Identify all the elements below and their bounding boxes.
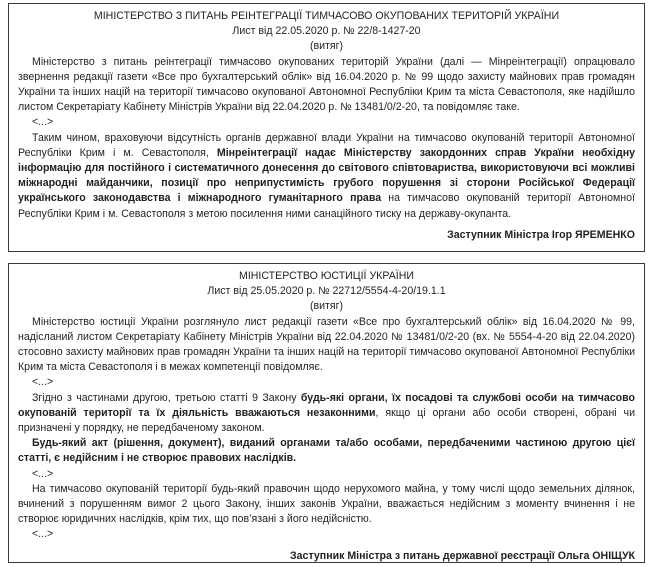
letter-justice-ministry <box>8 263 645 563</box>
ellipsis: <...> <box>32 467 54 480</box>
ellipsis: <...> <box>32 116 54 129</box>
paragraph: Міністерство з питань реінтеграції тимчасово окупованих територій України (далі — Мінреінтеграції) опрацювало звернення редакції газети «Все про бухгалтерський облік» від 16.04.2020 р. № 99 щодо захисту майнових прав громадян України та інших націй на території тимчасово окупованої Автономної Республіки Крим та міста Севастополя, яке надійшло листом Секретаріату Кабінету Міністрів України від 22.04.2020 р. № 13481/0/2-20, та повідомляє таке. <box>18 55 635 114</box>
paragraph <box>18 391 635 437</box>
paragraph: На тимчасово окупованій території будь-який правочин щодо нерухомого майна, у тому числі щодо земельних ділянок, вчинений з порушенням вимог 2 цього Закону, інших законів України, вважається недійсним з моменту вчинення і не створює юридичних наслідків, крім тих, що пов’язані з його недійсністю. <box>18 482 635 526</box>
letter-reintegration-ministry <box>8 3 645 252</box>
letter-reference: Лист від 22.05.2020 р. № 22/8-1427-20 <box>232 25 421 38</box>
excerpt-label: (витяг) <box>309 300 344 313</box>
paragraph-text: , якщо ці органи або особи створені, обрані чи призначені у порядку, не передбаченому законом. <box>18 406 635 435</box>
paragraph-bold-text: Мінреінтеграції надає Міністерству закордонних справ України необхідну інформацію для постійного і систематичного донесення до світового співтовариства, використовуючи всі можливі міжнародні майданчики, позиції про неприпустимість грубого порушення зі сторони Російської Федерації українського законодавства і міжнародного гуманітарного права <box>18 146 635 205</box>
paragraph-bold: Будь-який акт (рішення, документ), виданий органами та/або особами, передбаченими частиною другою цієї статті, є недійсним і не створює правових наслідків. <box>18 437 635 465</box>
paragraph <box>18 131 635 222</box>
paragraph: Міністерство юстиції України розглянуло лист редакції газети «Все про бухгалтерський облік» від 16.04.2020 № 99, надісланий листом Секретаріату Кабінету Міністрів України від 22.04.2020 № 13481/0/2-20 (вх. № 5554-4-20 від 22.04.2020) стосовно захисту майнових прав громадян України та інших націй на території тимчасово окупованої Автономної Республіки Крим та міста Севастополя і в межах компетенції повідомляє. <box>18 315 635 374</box>
excerpt-label: (витяг) <box>309 40 344 53</box>
signature: Заступник Міністра з питань державної реєстрації Ольга ОНІЩУК <box>290 549 635 562</box>
letter-reference: Лист від 25.05.2020 р. № 22712/5554-4-20/19.1.1 <box>207 285 446 298</box>
paragraph-bold-text: будь-які органи, їх посадові та службові особи на тимчасово окупованій території та їх діяльність вважаються незаконними <box>18 391 635 419</box>
ministry-heading: МІНІСТЕРСТВО ЮСТИЦІЇ УКРАЇНИ <box>239 270 414 282</box>
signature: Заступник Міністра Ігор ЯРЕМЕНКО <box>447 228 635 241</box>
paragraph-text: на тимчасово окупованій території Автономної Республіки Крим і м. Севастополя з метою посилення ними санаційного тиску на державу-окупанта. <box>18 192 635 220</box>
ellipsis: <...> <box>32 528 54 541</box>
ministry-heading: МІНІСТЕРСТВО З ПИТАНЬ РЕІНТЕГРАЦІЇ ТИМЧАСОВО ОКУПОВАНИХ ТЕРИТОРІЙ УКРАЇНИ <box>93 10 560 22</box>
ellipsis: <...> <box>32 376 54 389</box>
paragraph-text: Згідно з частинами другою, третьою статті 9 Закону <box>32 391 301 404</box>
paragraph-text: Таким чином, враховуючи відсутність органів державної влади України на тимчасово окупованій території Автономної Республіки Крим і м. Севастополя, <box>18 131 635 159</box>
